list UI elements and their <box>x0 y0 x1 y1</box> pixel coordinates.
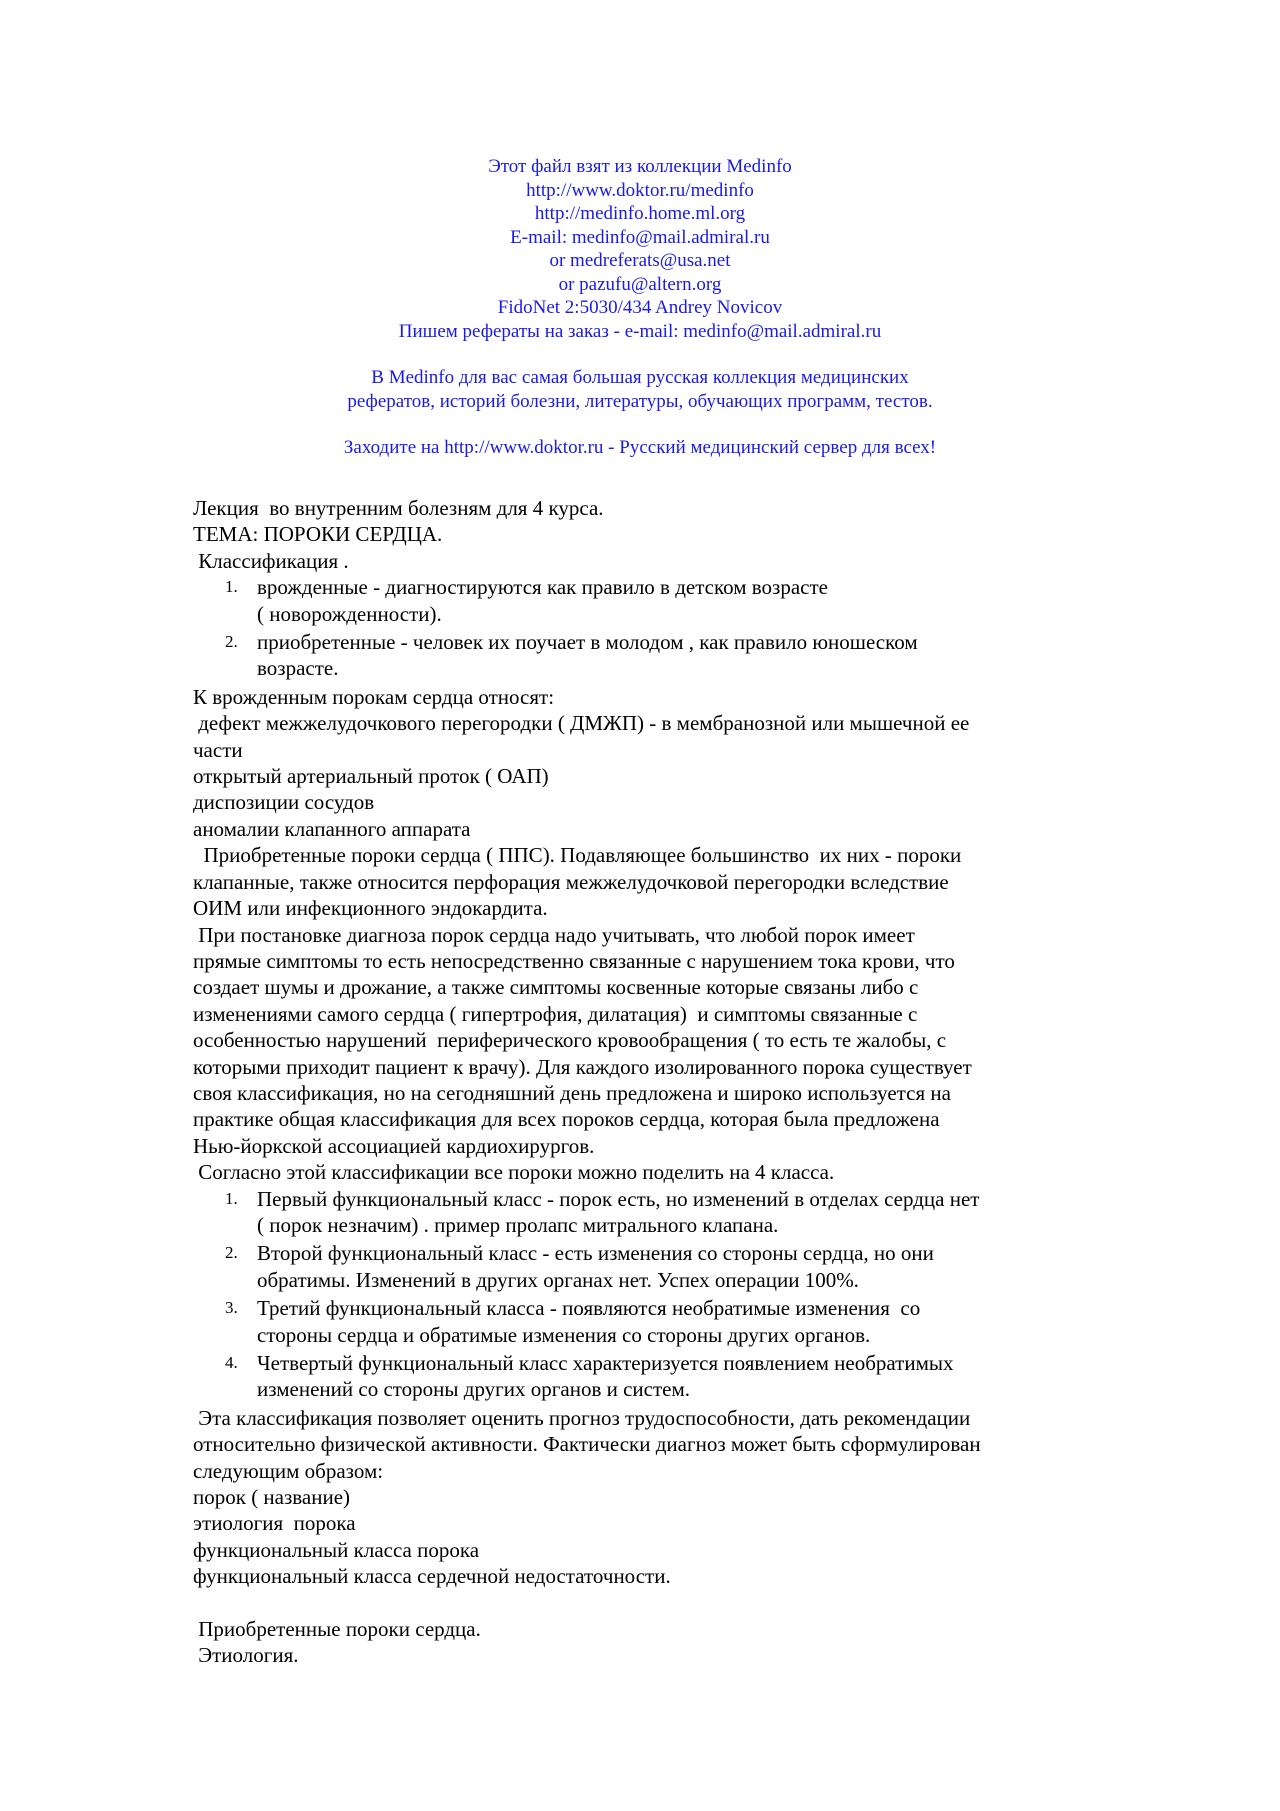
list-item-text: врожденные - диагностируются как правило в детском возрасте ( новорожденности). <box>257 575 828 626</box>
header-line: or medreferats@usa.net <box>549 250 731 271</box>
list-item <box>225 574 1093 627</box>
list-item-text: Четвертый функциональный класс характеризуется появлением необратимых изменений со стороны других органов и систем. <box>257 1351 954 1402</box>
list-number: 1. <box>225 577 238 597</box>
classification-heading: Классификация . <box>193 548 349 573</box>
list-number: 2. <box>225 632 238 652</box>
paragraph: При постановке диагноза порок сердца надо учитывать, что любой порок имеет прямые симптомы то есть непосредственно связанные с нарушением тока крови, что создает шумы и дрожание, а также симптомы косвенные которые связаны либо с изменениями самого сердца ( гипертрофия, дилатация) и симптомы связанные с особенностью нарушений периферического кровообращения ( то есть те жалобы, с которыми приходит пациент к врачу). Для каждого изолированного порока существует своя классификация, но на сегодняшний день предложена и широко используется на практике общая классификация для всех пороков сердца, которая была предложена Нью-йоркской ассоциацией кардиохирургов. <box>193 922 972 1158</box>
list-number: 1. <box>225 1188 238 1208</box>
paragraph: Эта классификация позволяет оценить прогноз трудоспособности, дать рекомендации относительно физической активности. Фактически диагноз может быть сформулирован следующим образом: <box>193 1405 981 1483</box>
paragraph: Согласно этой классификации все пороки можно поделить на 4 класса. <box>193 1160 835 1185</box>
document-body <box>193 495 1093 1668</box>
header-line: рефератов, историй болезни, литературы, обучающих программ, тестов. <box>347 390 933 412</box>
header-gap <box>0 343 1280 366</box>
congenital-heading: К врожденным порокам сердца относят: <box>193 684 555 709</box>
section-heading: Приобретенные пороки сердца. <box>193 1616 481 1641</box>
list-item-text: приобретенные - человек их поучает в молодом , как правило юношеском возрасте. <box>257 630 918 681</box>
diagnosis-item: порок ( название) <box>193 1485 351 1510</box>
congenital-item: аномалии клапанного аппарата <box>193 816 471 841</box>
header-line: E-mail: medinfo@mail.admiral.ru <box>510 226 770 248</box>
header-line: Заходите на http://www.doktor.ru - Русский медицинский сервер для всех! <box>343 437 937 458</box>
list-item <box>225 1350 1093 1403</box>
diagnosis-item: функциональный класса сердечной недостаточности. <box>193 1564 671 1589</box>
header-line: http://medinfo.home.ml.org <box>534 203 746 224</box>
list-item-text: Первый функциональный класс - порок есть, но изменений в отделах сердца нет ( порок незначим) . пример пролапс митрального клапана. <box>257 1186 980 1237</box>
header-line: http://www.doktor.ru/medinfo <box>526 179 754 201</box>
header-line: Этот файл взят из коллекции Medinfo <box>488 156 792 177</box>
header-gap <box>0 413 1280 436</box>
list-number: 4. <box>225 1353 238 1372</box>
list-item-text: Второй функциональный класс - есть изменения со стороны сердца, но они обратимы. Изменений в других органах нет. Успех операции 100%. <box>257 1241 934 1292</box>
header-line: В Medinfo для вас самая большая русская коллекция медицинских <box>371 367 909 388</box>
paragraph: Приобретенные пороки сердца ( ППС). Подавляющее большинство их них - пороки клапанные, также относится перфорация межжелудочковой перегородки вследствие ОИМ или инфекционного эндокардита. <box>193 843 962 921</box>
list-item <box>225 1295 1093 1348</box>
lecture-title: Лекция во внутренним болезням для 4 курса. <box>193 496 604 520</box>
classification-list <box>193 574 1093 682</box>
diagnosis-item: функциональный класса порока <box>193 1537 480 1562</box>
list-item <box>225 629 1093 682</box>
list-item <box>225 1240 1093 1293</box>
congenital-item: открытый артериальный проток ( ОАП) <box>193 764 549 789</box>
diagnosis-item: этиология порока <box>193 1511 356 1536</box>
medinfo-header <box>0 155 1280 460</box>
list-item <box>225 1186 1093 1239</box>
header-line: Пишем рефераты на заказ - e-mail: medinfo@mail.admiral.ru <box>398 320 882 342</box>
section-gap <box>193 1590 1093 1616</box>
congenital-item: дефект межжелудочкового перегородки ( ДМЖП) - в мембранозной или мышечной ее части <box>193 711 970 762</box>
list-number: 3. <box>225 1298 238 1318</box>
section-heading: Этиология. <box>193 1643 299 1668</box>
list-item-text: Третий функциональный класса - появляются необратимые изменения со стороны сердца и обратимые изменения со стороны других органов. <box>257 1296 921 1347</box>
header-line: or pazufu@altern.org <box>558 273 722 295</box>
topic-title: ТЕМА: ПОРОКИ СЕРДЦА. <box>193 522 443 547</box>
congenital-item: диспозиции сосудов <box>193 790 375 815</box>
list-number: 2. <box>225 1243 238 1263</box>
functional-class-list <box>193 1186 1093 1403</box>
header-line: FidoNet 2:5030/434 Andrey Novicov <box>497 297 783 318</box>
